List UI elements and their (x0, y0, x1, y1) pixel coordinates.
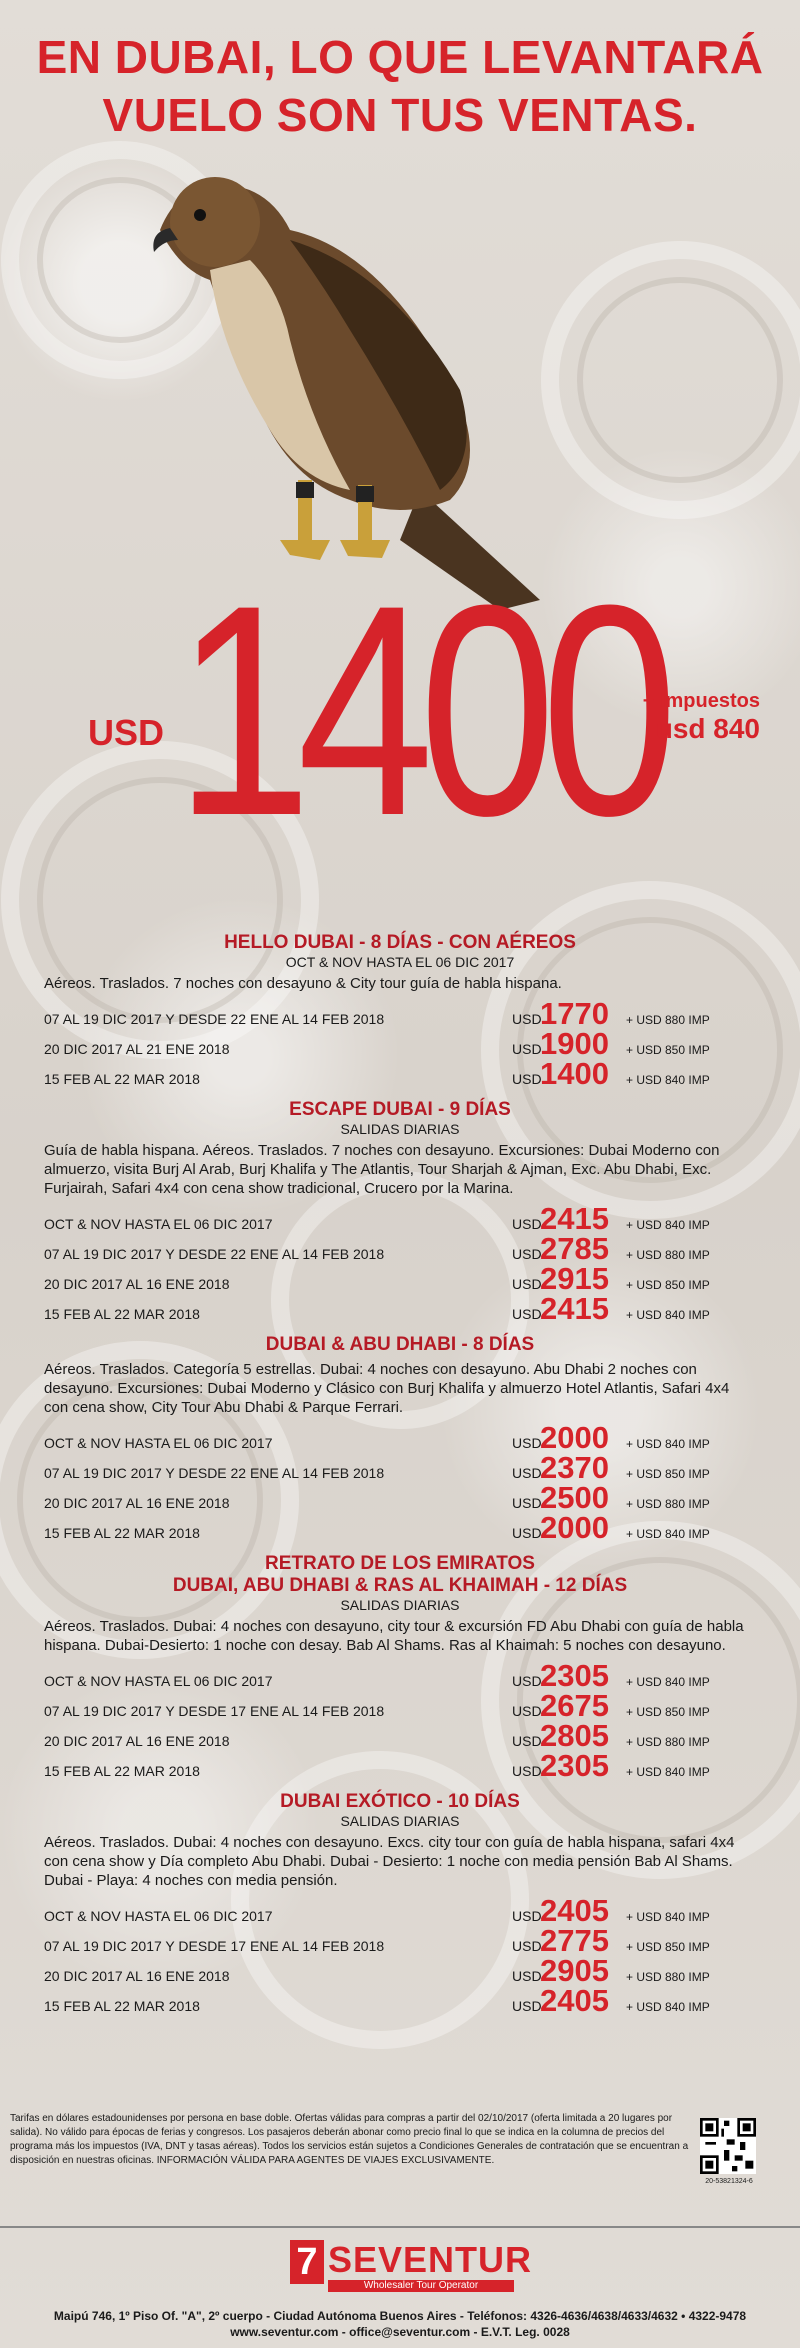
currency-label: USD (512, 1938, 542, 1954)
price-value: 2415 (540, 1201, 609, 1236)
tax-value: + USD 840 IMP (626, 2000, 710, 2014)
package-description: Aéreos. Traslados. Categoría 5 estrellas. Dubai: 4 noches con desayuno. Abu Dhabi 2 noches con desayuno. Excursiones: Dubai Moderno y Clásico con Burj Khalifa y almuerzo Hotel Atlantis, Safari 4x4 con cena show, City Tour Abu Dhabi & Parque Ferrari. (44, 1361, 730, 1416)
currency-label: USD (512, 1011, 542, 1027)
logo-tagline: Wholesaler Tour Operator (328, 2280, 514, 2292)
departure-dates: 15 FEB AL 22 MAR 2018 (44, 1071, 200, 1087)
qr-code[interactable] (700, 2118, 756, 2174)
package (44, 1334, 756, 1543)
price-row (44, 1893, 756, 1928)
tax-value: + USD 840 IMP (626, 1910, 710, 1924)
tax-value: + USD 850 IMP (626, 1705, 710, 1719)
currency-label: USD (512, 1998, 542, 2014)
package (44, 932, 756, 1089)
tax-value: + USD 840 IMP (626, 1073, 710, 1087)
seventur-logo[interactable] (290, 2239, 533, 2296)
package-description: Guía de habla hispana. Aéreos. Traslados. 7 noches con desayuno. Excursiones: Dubai Moderno con almuerzo, visita Burj Al Arab, Burj Khalifa y The Atlantis, Tour Sharjah & Ajman, Exc. Abu Dhabi, Exc. Furjairah, Safari 4x4 con cena show tradicional, Crucero por la Marina. (44, 1142, 720, 1197)
package (44, 1791, 756, 2016)
tax-value: + USD 850 IMP (626, 1278, 710, 1292)
departure-dates: OCT & NOV HASTA EL 06 DIC 2017 (44, 1908, 273, 1924)
price-value: 2405 (540, 1893, 609, 1928)
price-value: 2805 (540, 1718, 609, 1753)
package-title: RETRATO DE LOS EMIRATOS (265, 1553, 535, 1574)
price-row (44, 1056, 756, 1091)
currency-label: USD (512, 1276, 542, 1292)
hero-price: 1400 (175, 542, 664, 878)
tax-value: + USD 880 IMP (626, 1970, 710, 1984)
hero-currency: USD (88, 712, 165, 753)
departure-dates: 20 DIC 2017 AL 16 ENE 2018 (44, 1276, 230, 1292)
departure-dates: OCT & NOV HASTA EL 06 DIC 2017 (44, 1435, 273, 1451)
tax-value: + USD 880 IMP (626, 1013, 710, 1027)
currency-label: USD (512, 1703, 542, 1719)
price-row (44, 1480, 756, 1515)
departure-dates: 07 AL 19 DIC 2017 Y DESDE 17 ENE AL 14 FEB 2018 (44, 1703, 385, 1719)
tax-value: + USD 840 IMP (626, 1218, 710, 1232)
price-value: 2785 (540, 1231, 609, 1266)
currency-label: USD (512, 1071, 542, 1087)
departure-dates: 15 FEB AL 22 MAR 2018 (44, 1998, 200, 2014)
price-value: 2500 (540, 1480, 609, 1515)
price-row (44, 1450, 756, 1485)
currency-label: USD (512, 1465, 542, 1481)
price-value: 2415 (540, 1291, 609, 1326)
package (44, 1099, 756, 1324)
price-row (44, 1420, 756, 1455)
departure-dates: OCT & NOV HASTA EL 06 DIC 2017 (44, 1216, 273, 1232)
headline-line-2: VUELO SON TUS VENTAS. (102, 89, 698, 141)
departure-dates: 07 AL 19 DIC 2017 Y DESDE 22 ENE AL 14 FEB 2018 (44, 1246, 385, 1262)
web-email: www.seventur.com - office@seventur.com - E.V.T. Leg. 0028 (230, 2325, 570, 2339)
departure-dates: 15 FEB AL 22 MAR 2018 (44, 1306, 200, 1322)
price-value: 2000 (540, 1420, 609, 1455)
price-row (44, 1510, 756, 1545)
tax-value: + USD 840 IMP (626, 1437, 710, 1451)
departure-dates: 20 DIC 2017 AL 16 ENE 2018 (44, 1968, 230, 1984)
price-value: 2675 (540, 1688, 609, 1723)
price-value: 2405 (540, 1983, 609, 2018)
departure-dates: 20 DIC 2017 AL 16 ENE 2018 (44, 1733, 230, 1749)
hero-tax-label: + Impuestos (642, 690, 760, 712)
price-row (44, 1261, 756, 1296)
tax-value: + USD 850 IMP (626, 1940, 710, 1954)
departure-dates: OCT & NOV HASTA EL 06 DIC 2017 (44, 1673, 273, 1689)
price-value: 1900 (540, 1026, 609, 1061)
package-subtitle: SALIDAS DIARIAS (340, 1813, 460, 1829)
package-subtitle: OCT & NOV HASTA EL 06 DIC 2017 (285, 954, 515, 970)
logo-mark: 7 (290, 2240, 324, 2284)
price-value: 1400 (540, 1056, 609, 1091)
price-row (44, 1201, 756, 1236)
tax-value: + USD 840 IMP (626, 1308, 710, 1322)
price-value: 1770 (540, 996, 609, 1031)
price-row (44, 996, 756, 1031)
departure-dates: 20 DIC 2017 AL 16 ENE 2018 (44, 1495, 230, 1511)
currency-label: USD (512, 1763, 542, 1779)
footer-divider (0, 2226, 800, 2228)
package (44, 1553, 756, 1781)
currency-label: USD (512, 1908, 542, 1924)
package-description: Aéreos. Traslados. Dubai: 4 noches con desayuno. Excs. city tour con guía de habla hispana, safari 4x4 con cena show y Día completo Abu Dhabi. Dubai - Desierto: 1 noche con media pensión Bab Al Shams. Dubai - Playa: 4 noches con media pensión. (44, 1834, 735, 1889)
departure-dates: 07 AL 19 DIC 2017 Y DESDE 22 ENE AL 14 FEB 2018 (44, 1011, 385, 1027)
currency-label: USD (512, 1673, 542, 1689)
price-row (44, 1658, 756, 1693)
qr-code-number: 20-53821324-6 (705, 2178, 753, 2185)
departure-dates: 07 AL 19 DIC 2017 Y DESDE 22 ENE AL 14 FEB 2018 (44, 1465, 385, 1481)
logo-name: SEVENTUR (328, 2239, 533, 2280)
price-value: 2305 (540, 1658, 609, 1693)
package-title: HELLO DUBAI - 8 DÍAS - CON AÉREOS (224, 932, 576, 953)
address: Maipú 746, 1º Piso Of. "A", 2º cuerpo - Ciudad Autónoma Buenos Aires - Teléfonos: 4326-4636/4638/4633/4632 • 4322-9478 (53, 2309, 747, 2323)
tax-value: + USD 880 IMP (626, 1735, 710, 1749)
package-description: Aéreos. Traslados. 7 noches con desayuno & City tour guía de habla hispana. (44, 975, 562, 992)
price-row (44, 1923, 756, 1958)
price-value: 2915 (540, 1261, 609, 1296)
tax-value: + USD 850 IMP (626, 1043, 710, 1057)
package-subtitle: SALIDAS DIARIAS (340, 1121, 460, 1137)
tax-value: + USD 840 IMP (626, 1765, 710, 1779)
departure-dates: 15 FEB AL 22 MAR 2018 (44, 1763, 200, 1779)
package-subtitle: SALIDAS DIARIAS (340, 1597, 460, 1613)
currency-label: USD (512, 1435, 542, 1451)
tax-value: + USD 880 IMP (626, 1248, 710, 1262)
currency-label: USD (512, 1246, 542, 1262)
price-row (44, 1231, 756, 1266)
package-title-2: DUBAI, ABU DHABI & RAS AL KHAIMAH - 12 DÍAS (172, 1575, 628, 1596)
currency-label: USD (512, 1968, 542, 1984)
price-row (44, 1026, 756, 1061)
price-row (44, 1688, 756, 1723)
price-value: 2775 (540, 1923, 609, 1958)
hero-tax-value: usd 840 (655, 713, 760, 744)
packages-list (44, 932, 756, 2026)
departure-dates: 07 AL 19 DIC 2017 Y DESDE 17 ENE AL 14 FEB 2018 (44, 1938, 385, 1954)
package-title: DUBAI & ABU DHABI - 8 DÍAS (265, 1334, 535, 1355)
currency-label: USD (512, 1733, 542, 1749)
departure-dates: 20 DIC 2017 AL 21 ENE 2018 (44, 1041, 230, 1057)
currency-label: USD (512, 1525, 542, 1541)
hero-tax (630, 690, 760, 745)
currency-label: USD (512, 1041, 542, 1057)
price-row (44, 1718, 756, 1753)
currency-label: USD (512, 1495, 542, 1511)
departure-dates: 15 FEB AL 22 MAR 2018 (44, 1525, 200, 1541)
price-value: 2000 (540, 1510, 609, 1545)
tax-value: + USD 850 IMP (626, 1467, 710, 1481)
package-description: Aéreos. Traslados. Dubai: 4 noches con desayuno, city tour & excursión FD Abu Dhabi con guía de habla hispana. Dubai-Desierto: 1 noche con desay. Bab Al Shams. Ras al Khaimah: 5 noches con desayuno. (44, 1618, 744, 1654)
price-row (44, 1748, 756, 1783)
contact-info (0, 2308, 800, 2340)
headline (0, 28, 800, 144)
price-row (44, 1953, 756, 1988)
headline-line-1: EN DUBAI, LO QUE LEVANTARÁ (36, 31, 764, 83)
tax-value: + USD 880 IMP (626, 1497, 710, 1511)
tax-value: + USD 840 IMP (626, 1527, 710, 1541)
price-row (44, 1983, 756, 2018)
tax-value: + USD 840 IMP (626, 1675, 710, 1689)
package-title: DUBAI EXÓTICO - 10 DÍAS (280, 1791, 520, 1812)
currency-label: USD (512, 1216, 542, 1232)
price-value: 2370 (540, 1450, 609, 1485)
terms-note: Tarifas en dólares estadounidenses por persona en base doble. Ofertas válidas para compras a partir del 02/10/2017 (oferta limitada a 20 lugares por salida). No válido para épocas de ferias y congresos. Los pasajeros deberán abonar como precio final lo que se indica en la columna de precios del programa más los impuestos (IVA, DNT y tasas aéreas). Todos los servicios están sujetos a Condiciones Generales de contratación que se encuentran a disposición en nuestras oficinas. INFORMACIÓN VÁLIDA PARA AGENTES DE VIAJES EXCLUSIVAMENTE. (10, 2113, 689, 2166)
price-value: 2905 (540, 1953, 609, 1988)
currency-label: USD (512, 1306, 542, 1322)
price-row (44, 1291, 756, 1326)
package-title: ESCAPE DUBAI - 9 DÍAS (289, 1099, 511, 1120)
price-value: 2305 (540, 1748, 609, 1783)
